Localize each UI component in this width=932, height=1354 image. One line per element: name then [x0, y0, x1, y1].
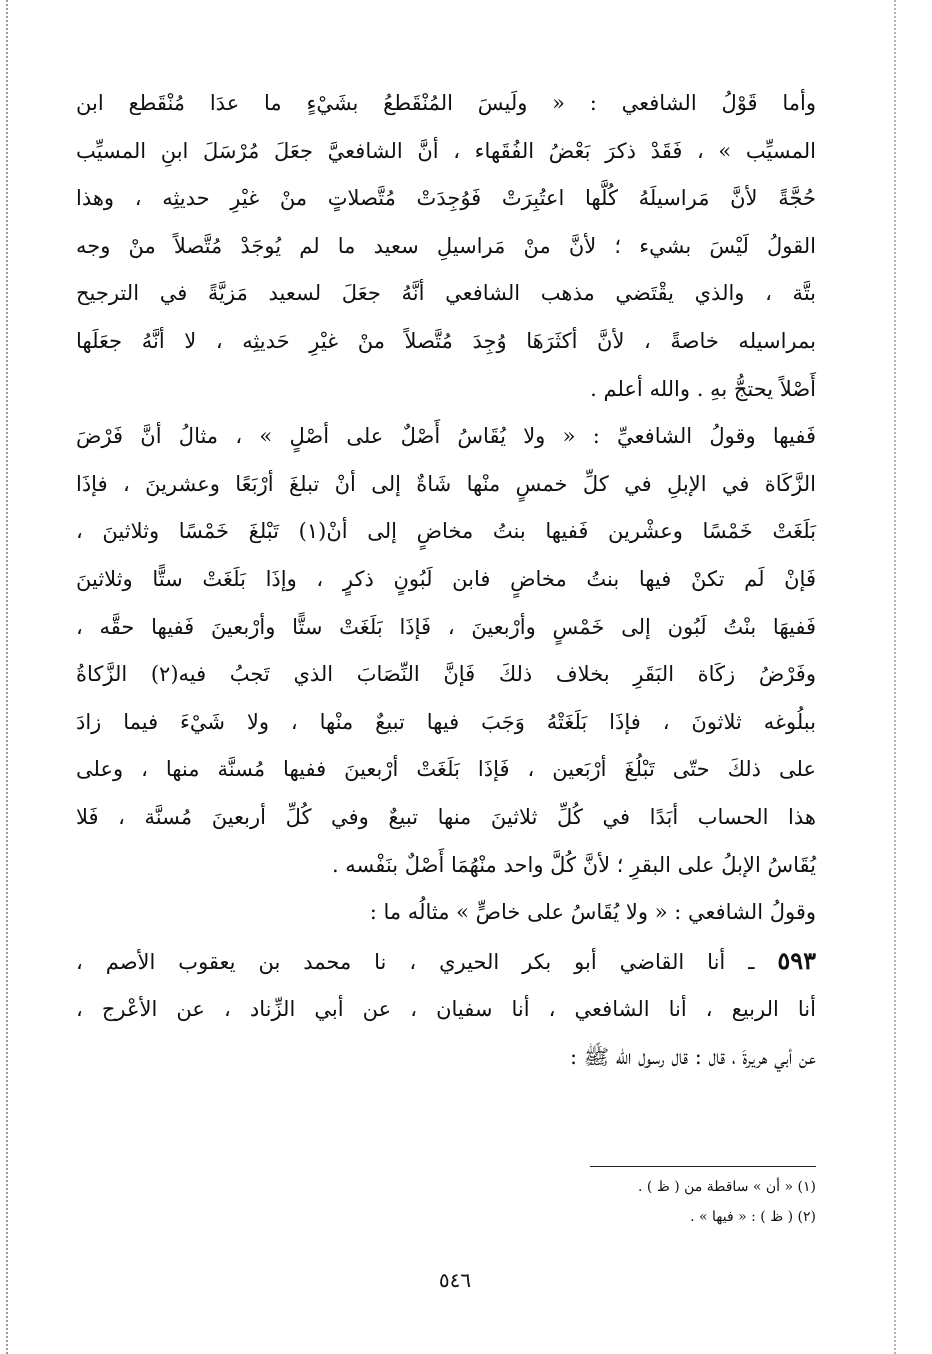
text-line: وقولُ الشافعي : « ولا يُقَاسُ على خاصٍّ » مثالُه ما :	[369, 900, 816, 925]
text-line: وأما قَوْلُ الشافعي : « ولَيسَ المُنْقَطعُ بشَيْءٍ ما عدَا مُنْقَطع ابن	[76, 91, 816, 115]
text-line: وفَرْضُ زكَاة البَقَرِ بخلاف ذلكَ فَإنَّ النِّصَابَ الذي تَجبُ فيه(٢) الزَّكاةُ	[76, 662, 816, 687]
text-line: فَإنْ لَم تكنْ فيها بنتُ مخاضٍ فابن لَبُونٍ ذكرٍ ، وإذَا بَلَغَتْ ستًّا وثلاثينَ	[76, 566, 816, 591]
main-text-block	[76, 80, 816, 1081]
text-line: أَصْلاً يحتجُّ بهِ . والله أعلم .	[590, 376, 816, 401]
hadith-line: عن أبي هريرةَ ، قال : قال رسول الله ﷺ :	[569, 1044, 816, 1069]
text-line: القولُ لَيْسَ بشيء ؛ لأنَّ منْ مَراسيلِ سعيد ما لم يُوجَدْ مُتَّصلاً منْ وجه	[76, 233, 816, 258]
text-line: بتَّة ، والذي يقْتَضي مذهب الشافعي أنَّهُ جعَلَ لسعيد مَزيَّةً في الترجيح	[76, 281, 816, 306]
text-line: بَلَغَتْ خَمْسًا وعشْرين فَفيها بنتُ مخاضٍ إلى أنْ(١) تَبْلغَ خَمْسًا وثلاثينَ ،	[76, 519, 816, 544]
text-line: هذا الحساب أبَدًا في كُلِّ ثلاثينَ منها تبيعٌ وفي كُلِّ أربعينَ مُسنَّة ، فَلا	[76, 804, 816, 829]
hadith-first-line	[76, 937, 816, 987]
hadith-dash: ـ	[748, 949, 755, 974]
text-line: على ذلكَ حتّى تَبْلُغَ أرْبَعين ، فَإذَا بَلَغَتْ أرْبعينَ ففيها مُسنَّة منها ، وعلى	[76, 757, 816, 782]
text-line: بمراسيله خاصةً ، لأنَّ أكثَرَهَا وُجِدَ مُتَّصلاً منْ غيْرِ حَديثِه ، لا أنَّهُ جعَلَها	[76, 328, 816, 353]
page-number: ٥٤٦	[438, 1268, 472, 1292]
hadith-line: أنا الربيع ، أنا الشافعي ، أنا سفيان ، عن أبي الزِّناد ، عن الأعْرج ،	[76, 997, 816, 1022]
text-line: حُجَّةً لأنَّ مَراسيلَهُ كُلَّها اعتُبِرَتْ فَوُجِدَتْ مُتَّصلاتٍ منْ غيْرِ حديثِه ، وهذا	[76, 186, 816, 211]
text-line: فَفيها وقولُ الشافعيِّ : « ولا يُقَاسُ أَصْلٌ على أصْلٍ » ، مثالُ أنَّ فَرْضَ	[76, 424, 816, 449]
footnote-divider	[590, 1166, 816, 1167]
text-line: الزَّكَاة في الإبلِ في كلِّ خمسٍ منْها شَاةٌ إلى أنْ تبلغَ أرْبَعًا وعشرينَ ، فإذَا	[76, 471, 816, 496]
footnote: (١) « أن » ساقطة من ( ظ ) .	[638, 1179, 816, 1195]
scan-edge-right	[894, 0, 896, 1354]
scan-edge-left	[6, 0, 8, 1354]
hadith-text: أنا القاضي أبو بكر الحيري ، نا محمد بن يعقوب الأصم ،	[76, 949, 726, 974]
text-line: ببلُوغه ثلاثونَ ، فإذَا بَلَغَتْهُ وَجَبَ فيها تبيعٌ منْها ، ولا شَيْءَ فيما زادَ	[76, 709, 816, 734]
text-line: يُقَاسُ الإبلُ على البقرِ ؛ لأنَّ كُلَّ واحد منْهُمَا أَصْلٌ بنَفْسه .	[331, 852, 816, 877]
footnote: (٢) ( ظ ) : « فيها » .	[690, 1209, 816, 1225]
hadith-number: ٥٩٣	[777, 945, 816, 975]
text-line: فَفيهَا بنْتُ لَبُون إلى خَمْسٍ وأرْبعينَ ، فَإذَا بَلَغَتْ ستًّا وأرْبعينَ فَفيها حقَّه ،	[76, 614, 816, 639]
footnotes	[500, 1172, 816, 1232]
text-line: المسيِّب » ، فَقَدْ ذكرَ بَعْضُ الفُقَهاء ، أنَّ الشافعيَّ جعَلَ مُرْسَلَ ابنِ المسيِّب	[76, 138, 816, 163]
